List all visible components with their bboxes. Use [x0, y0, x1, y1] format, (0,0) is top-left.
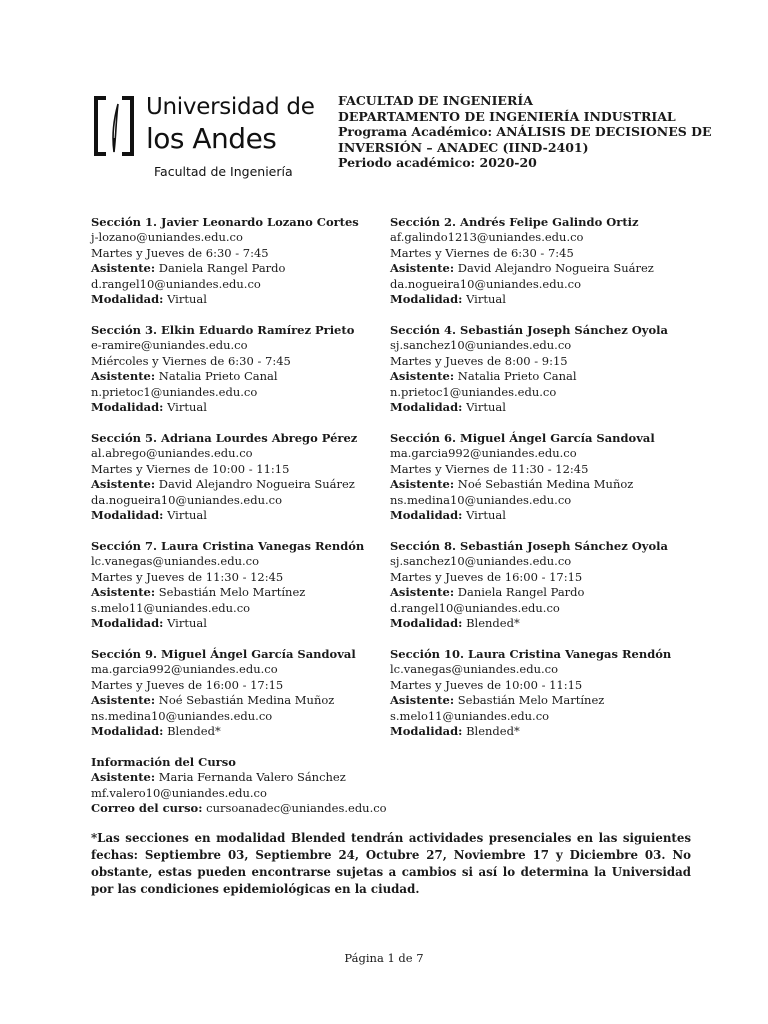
mode-value: Blended* [466, 616, 520, 631]
mode-value: Virtual [466, 400, 506, 415]
assistant-line [91, 693, 391, 708]
mode-label: Modalidad: [91, 508, 164, 523]
logo-line-1: Universidad de [146, 94, 315, 120]
section-title: Sección 7. Laura Cristina Vanegas Rendón [91, 539, 365, 553]
assistant-email: da.nogueira10@uniandes.edu.co [390, 276, 582, 291]
course-email: cursoanadec@uniandes.edu.co [206, 801, 387, 816]
mode-line [91, 508, 391, 523]
mode-line [390, 724, 690, 739]
course-email-line [91, 801, 387, 816]
university-logo [92, 92, 315, 184]
assistant-line [390, 585, 690, 600]
section-schedule: Martes y Jueves de 8:00 - 9:15 [390, 353, 568, 368]
assistant-name: Noé Sebastián Medina Muñoz [457, 477, 634, 492]
assistant-line [91, 585, 391, 600]
section-schedule: Martes y Jueves de 6:30 - 7:45 [91, 245, 269, 260]
mode-label: Modalidad: [390, 400, 463, 415]
assistant-label: Asistente: [91, 477, 156, 492]
mode-value: Virtual [167, 616, 207, 631]
assistant-line [390, 261, 690, 276]
professor-email: sj.sanchez10@uniandes.edu.co [390, 554, 572, 569]
assistant-name: Natalia Prieto Canal [457, 369, 577, 384]
section-schedule: Martes y Viernes de 11:30 - 12:45 [390, 461, 589, 476]
section-block [91, 539, 391, 631]
mode-line [91, 400, 391, 415]
assistant-name: Sebastián Melo Martínez [158, 585, 306, 600]
section-schedule: Martes y Jueves de 10:00 - 11:15 [390, 677, 583, 692]
mode-line [91, 292, 391, 307]
section-block [91, 431, 391, 523]
section-title: Sección 9. Miguel Ángel García Sandoval [91, 647, 356, 661]
assistant-email: n.prietoc1@uniandes.edu.co [390, 384, 557, 399]
mode-label: Modalidad: [390, 616, 463, 631]
mode-line [390, 292, 690, 307]
assistant-name: Natalia Prieto Canal [158, 369, 278, 384]
professor-email: lc.vanegas@uniandes.edu.co [390, 662, 559, 677]
assistant-label: Asistente: [91, 261, 156, 276]
section-title: Sección 1. Javier Leonardo Lozano Cortes [91, 215, 359, 229]
assistant-line [390, 369, 690, 384]
mode-value: Virtual [167, 400, 207, 415]
logo-line-3: Facultad de Ingeniería [154, 164, 293, 179]
professor-email: lc.vanegas@uniandes.edu.co [91, 554, 260, 569]
section-block [91, 647, 391, 739]
assistant-line [390, 693, 690, 708]
mode-label: Modalidad: [91, 400, 164, 415]
section-schedule: Martes y Jueves de 16:00 - 17:15 [91, 677, 284, 692]
header-line: INVERSIÓN – ANADEC (IIND-2401) [338, 139, 589, 155]
assistant-name: Daniela Rangel Pardo [457, 585, 585, 600]
professor-email: ma.garcia992@uniandes.edu.co [390, 446, 577, 461]
section-title: Sección 6. Miguel Ángel García Sandoval [390, 431, 655, 445]
assistant-name: Daniela Rangel Pardo [158, 261, 286, 276]
header-line: DEPARTAMENTO DE INGENIERÍA INDUSTRIAL [338, 108, 676, 124]
assistant-label: Asistente: [91, 770, 156, 785]
assistant-email: ns.medina10@uniandes.edu.co [91, 708, 273, 723]
assistant-name: David Alejandro Nogueira Suárez [158, 477, 355, 492]
university-emblem-icon [92, 94, 136, 158]
assistant-email: s.melo11@uniandes.edu.co [390, 708, 550, 723]
assistant-line [91, 369, 391, 384]
assistant-email: ns.medina10@uniandes.edu.co [390, 492, 572, 507]
section-schedule: Martes y Viernes de 6:30 - 7:45 [390, 245, 574, 260]
assistant-label: Asistente: [390, 477, 455, 492]
professor-email: ma.garcia992@uniandes.edu.co [91, 662, 278, 677]
course-assistant-line [91, 770, 387, 785]
assistant-label: Asistente: [91, 369, 156, 384]
professor-email: sj.sanchez10@uniandes.edu.co [390, 338, 572, 353]
professor-email: af.galindo1213@uniandes.edu.co [390, 230, 584, 245]
section-block [390, 431, 690, 523]
course-assistant-name: Maria Fernanda Valero Sánchez [158, 770, 346, 785]
mode-value: Blended* [466, 724, 520, 739]
mode-value: Virtual [167, 508, 207, 523]
section-block [390, 647, 690, 739]
blended-note: *Las secciones en modalidad Blended tendrán actividades presenciales en las siguientes fechas: Septiembre 03, Septiembre 24, Octubre 27, Noviembre 17 y Diciembre 03. No obstante, estas pueden encontrarse sujetas a cambios si así lo determina la Universidad por las condiciones epidemiológicas en la ciudad. [91, 831, 691, 896]
course-info [91, 755, 387, 817]
mode-label: Modalidad: [91, 292, 164, 307]
mode-line [390, 400, 690, 415]
mode-value: Blended* [167, 724, 221, 739]
course-info-title: Información del Curso [91, 755, 236, 769]
assistant-label: Asistente: [390, 369, 455, 384]
assistant-line [91, 261, 391, 276]
professor-email: j-lozano@uniandes.edu.co [91, 230, 243, 245]
assistant-email: s.melo11@uniandes.edu.co [91, 600, 251, 615]
mode-label: Modalidad: [390, 724, 463, 739]
section-schedule: Martes y Viernes de 10:00 - 11:15 [91, 461, 290, 476]
mode-label: Modalidad: [91, 724, 164, 739]
section-title: Sección 3. Elkin Eduardo Ramírez Prieto [91, 323, 355, 337]
assistant-label: Asistente: [390, 585, 455, 600]
section-title: Sección 4. Sebastián Joseph Sánchez Oyola [390, 323, 668, 337]
assistant-line [390, 477, 690, 492]
mode-value: Virtual [167, 292, 207, 307]
assistant-email: da.nogueira10@uniandes.edu.co [91, 492, 283, 507]
mode-label: Modalidad: [390, 508, 463, 523]
section-block [390, 323, 690, 415]
assistant-label: Asistente: [390, 693, 455, 708]
course-assistant-email: mf.valero10@uniandes.edu.co [91, 785, 267, 800]
header-line: Programa Académico: ANÁLISIS DE DECISIONES DE [338, 124, 712, 139]
professor-email: al.abrego@uniandes.edu.co [91, 446, 253, 461]
assistant-email: d.rangel10@uniandes.edu.co [91, 276, 261, 291]
section-schedule: Martes y Jueves de 16:00 - 17:15 [390, 569, 583, 584]
mode-line [91, 616, 391, 631]
assistant-name: David Alejandro Nogueira Suárez [457, 261, 654, 276]
assistant-label: Asistente: [390, 261, 455, 276]
page-number: Página 1 de 7 [344, 951, 424, 965]
mode-line [91, 724, 391, 739]
section-schedule: Martes y Jueves de 11:30 - 12:45 [91, 569, 284, 584]
section-title: Sección 10. Laura Cristina Vanegas Rendón [390, 647, 672, 661]
assistant-name: Noé Sebastián Medina Muñoz [158, 693, 335, 708]
section-title: Sección 2. Andrés Felipe Galindo Ortiz [390, 215, 639, 229]
header-line: FACULTAD DE INGENIERÍA [338, 93, 533, 108]
section-title: Sección 8. Sebastián Joseph Sánchez Oyola [390, 539, 668, 553]
mode-value: Virtual [466, 508, 506, 523]
section-block [91, 323, 391, 415]
section-block [390, 215, 690, 307]
mode-label: Modalidad: [390, 292, 463, 307]
assistant-label: Asistente: [91, 693, 156, 708]
section-block [390, 539, 690, 631]
mode-line [390, 616, 690, 631]
assistant-email: d.rangel10@uniandes.edu.co [390, 600, 560, 615]
section-block [91, 215, 391, 307]
course-email-label: Correo del curso: [91, 801, 203, 816]
mode-value: Virtual [466, 292, 506, 307]
section-title: Sección 5. Adriana Lourdes Abrego Pérez [91, 431, 358, 445]
assistant-name: Sebastián Melo Martínez [457, 693, 605, 708]
assistant-line [91, 477, 391, 492]
logo-line-2: los Andes [146, 122, 277, 155]
assistant-label: Asistente: [91, 585, 156, 600]
professor-email: e-ramire@uniandes.edu.co [91, 338, 248, 353]
mode-line [390, 508, 690, 523]
document-header [338, 93, 712, 171]
section-schedule: Miércoles y Viernes de 6:30 - 7:45 [91, 353, 291, 368]
mode-label: Modalidad: [91, 616, 164, 631]
assistant-email: n.prietoc1@uniandes.edu.co [91, 384, 258, 399]
header-line: Periodo académico: 2020-20 [338, 155, 537, 170]
